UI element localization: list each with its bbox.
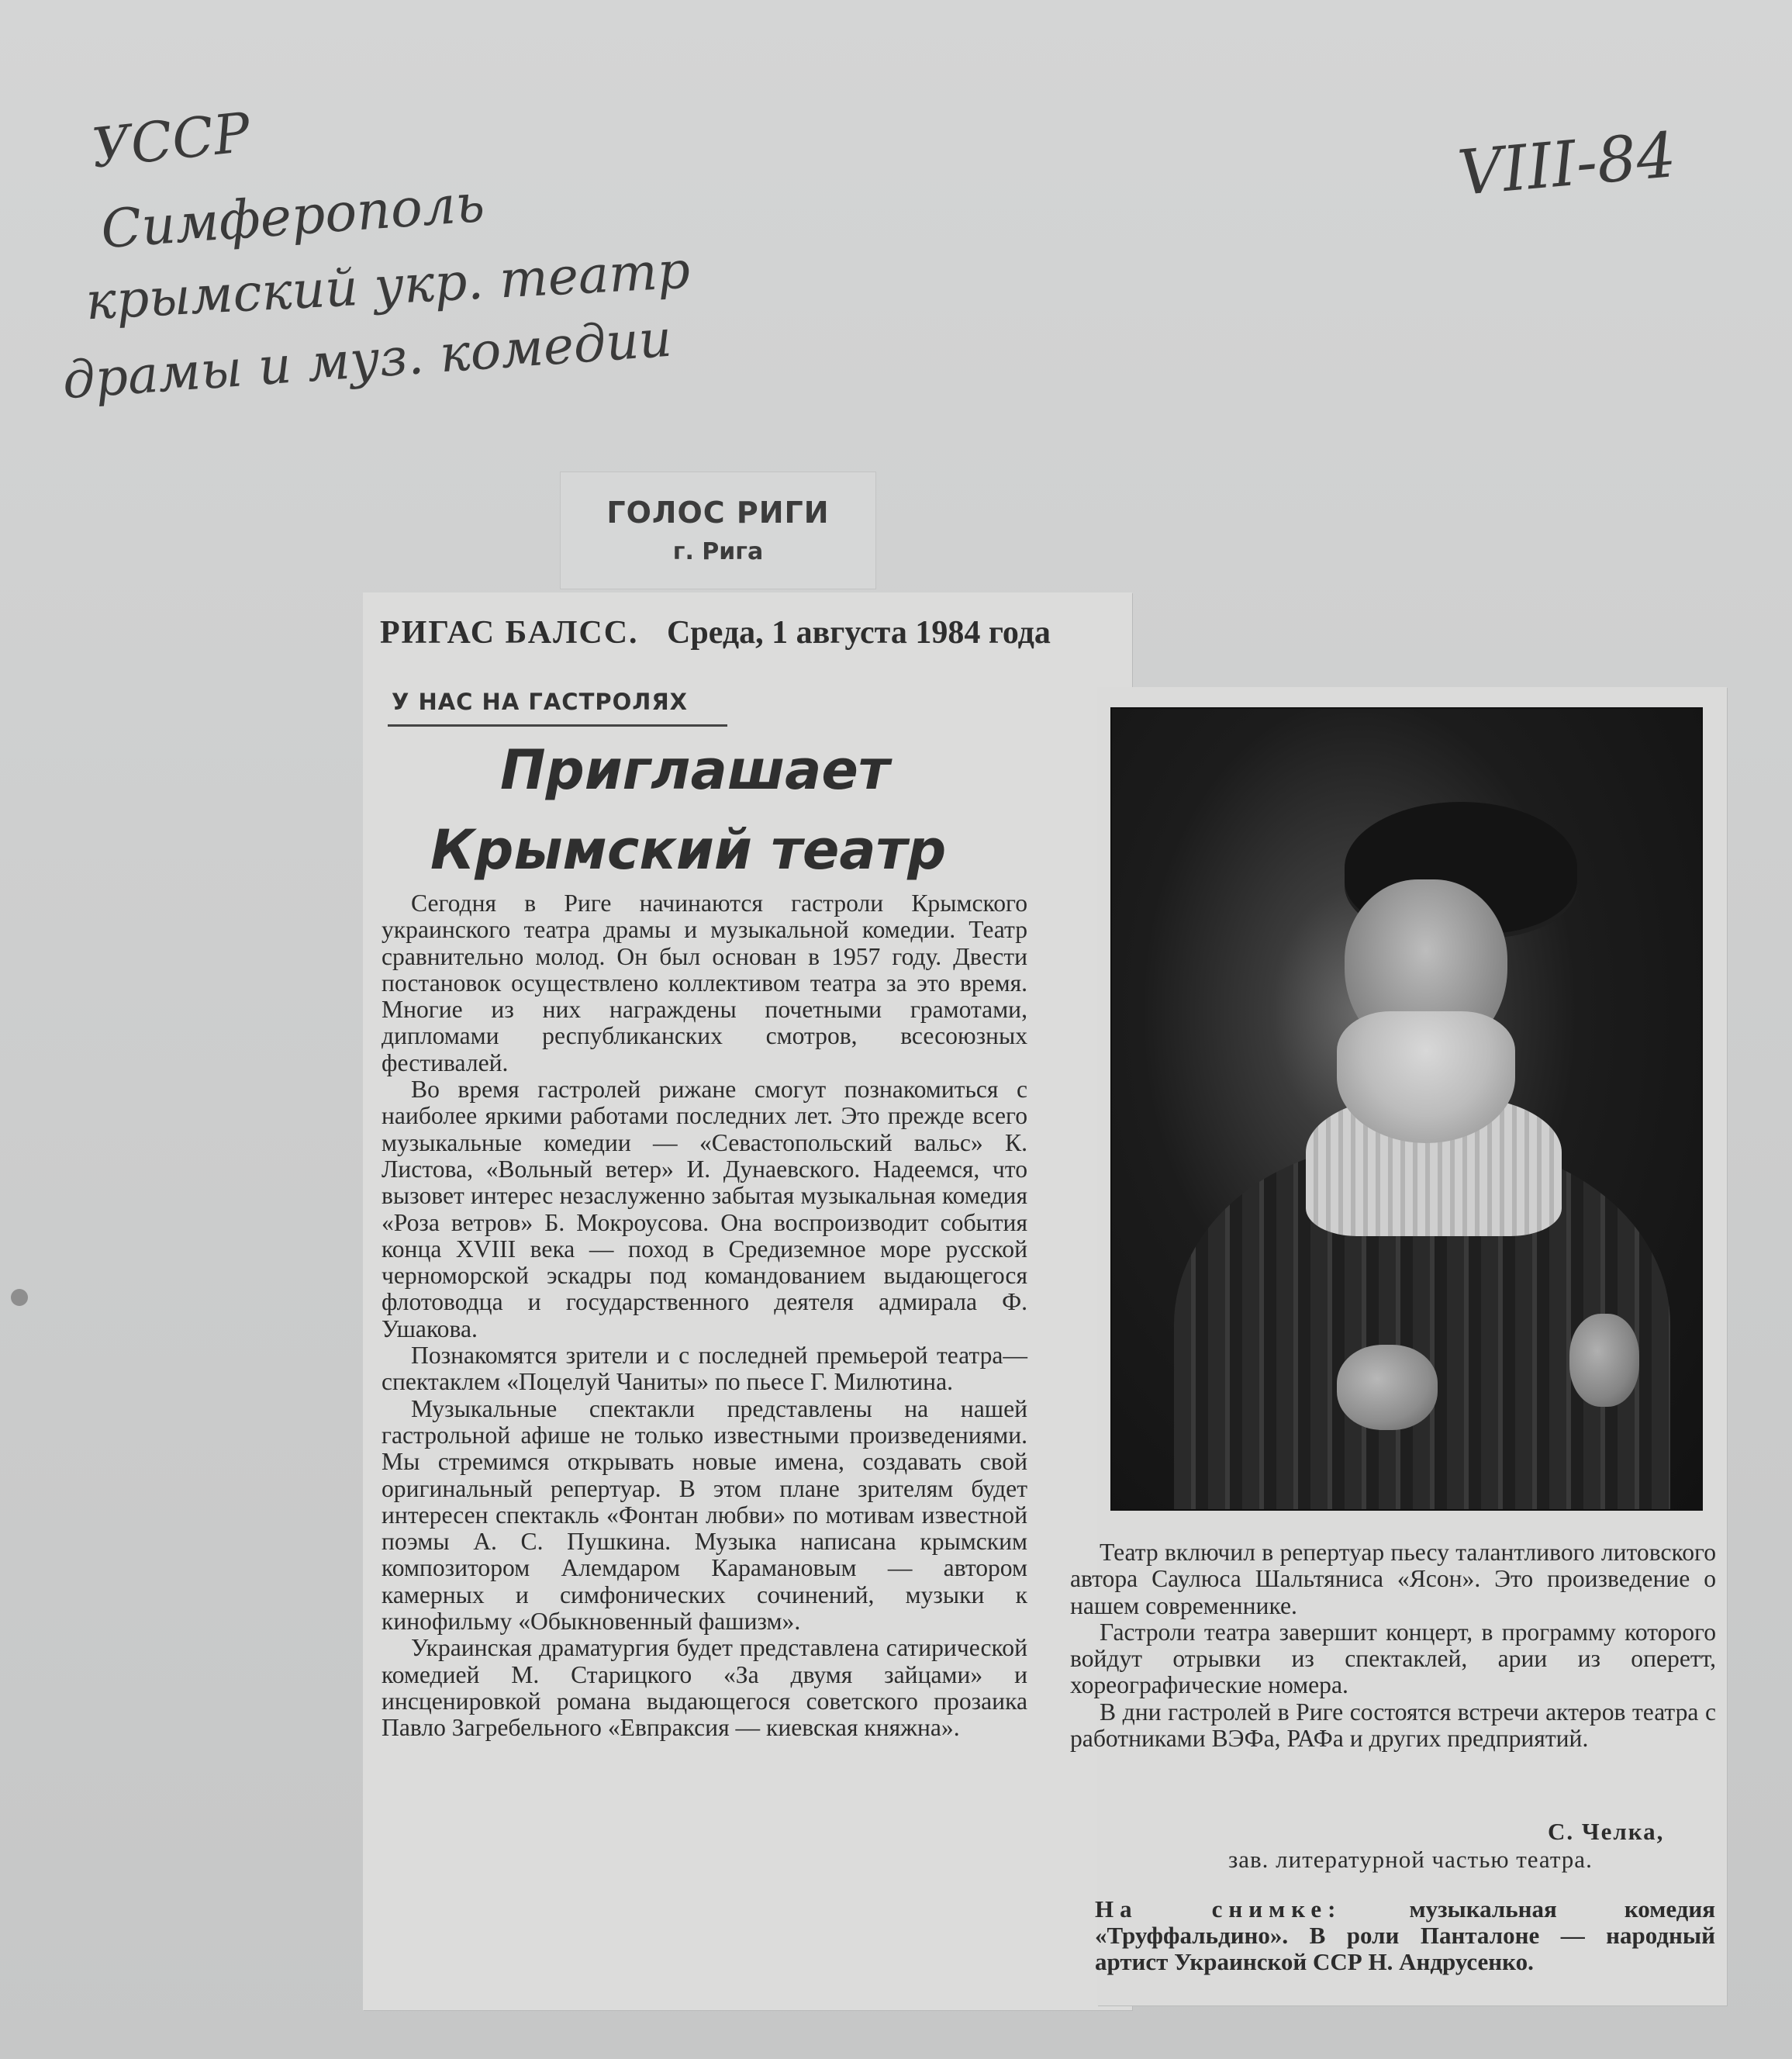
handwritten-note-line-2: Симферополь <box>98 172 487 261</box>
article-paragraph: Познакомятся зрители и с последней премьерой театра—спектаклем «Поцелуй Чаниты» по пьесе Г. Милютина. <box>382 1342 1027 1396</box>
photo-hand-left <box>1337 1345 1438 1430</box>
article-paragraph: Во время гастролей рижане смогут познакомиться с наиболее яркими работами последних лет. Это прежде всего музыкальные комедии — «Севастопольский вальс» К. Листова, «Вольный ветер» И. Дунаевского. Надеемся, что вызовет интерес незаслуженно забытая музыкальная комедия «Роза ветров» Б. Мокроусова. Она воспроизводит события конца XVIII века — поход в Средиземное море русской черноморской эскадры под командованием выдающегося флотоводца и государственного деятеля адмирала Ф. Ушакова. <box>382 1076 1027 1342</box>
publication-name: РИГАС БАЛСС. <box>380 615 639 651</box>
article-column-left <box>382 890 1027 1742</box>
headline-line-1: Приглашает <box>500 738 890 802</box>
article-paragraph: Украинская драматургия будет представлена сатирической комедией М. Старицкого «За двумя зайцами» и инсценировкой романа выдающегося советского прозаика Павло Загребельного «Евпраксия — киевская княжна». <box>382 1634 1027 1742</box>
source-stamp <box>560 472 876 589</box>
article-paragraph: Сегодня в Риге начинаются гастроли Крымского украинского театра драмы и музыкальной комедии. Театр сравнительно молод. Он был основан в 1957 году. Двести постановок осуществлено коллективом театра за это время. Многие из них награждены почетными грамотами, дипломами республиканских смотров, всесоюзных фестивалей. <box>382 890 1027 1076</box>
publication-date: Среда, 1 августа 1984 года <box>667 615 1051 651</box>
byline-author: С. Челка, <box>1548 1818 1665 1845</box>
handwritten-date: VIII-84 <box>1455 118 1679 210</box>
photo-beard <box>1337 1011 1515 1143</box>
article-paragraph: Гастроли театра завершит концерт, в программу которого войдут отрывки из спектаклей, арии из оперетт, хореографические номера. <box>1070 1618 1716 1699</box>
paper-spot <box>11 1289 28 1306</box>
photo-hand-right <box>1569 1314 1639 1407</box>
headline-line-2: Крымский театр <box>430 818 947 882</box>
article-paragraph: Театр включил в репертуар пьесу талантливого литовского автора Саулюса Шальтяниса «Ясон». Это произведение о нашем современнике. <box>1070 1539 1716 1619</box>
article-paragraph: В дни гастролей в Риге состоятся встречи актеров театра с работниками ВЭФа, РАФа и других предприятий. <box>1070 1698 1716 1753</box>
rubric-underline <box>388 724 727 727</box>
article-rubric: У НАС НА ГАСТРОЛЯХ <box>392 689 689 715</box>
stamp-city: г. Рига <box>672 538 764 565</box>
article-column-right <box>1070 1539 1716 1752</box>
photo-caption <box>1095 1896 1715 1975</box>
caption-lead: На снимке: <box>1095 1895 1342 1923</box>
article-paragraph: Музыкальные спектакли представлены на нашей гастрольной афише не только известными произведениями. Мы стремимся открывать новые имена, создавать свой оригинальный репертуар. В этом плане зрителям будет интересен спектакль «Фонтан любви» по мотивам известной поэмы А. С. Пушкина. Музыка написана крымским композитором Алемдаром Карамановым — автором камерных и симфонических сочинений, музыки к кинофильму «Обыкновенный фашизм». <box>382 1394 1027 1636</box>
newspaper-masthead <box>380 614 1124 651</box>
caption-text: музыкальная комедия «Труффальдино». В роли Панталоне — народный артист Украинской ССР Н. Андрусенко. <box>1095 1895 1715 1975</box>
stamp-newspaper-name: ГОЛОС РИГИ <box>606 496 830 530</box>
handwritten-note-line-3: крымский укр. театр <box>84 240 692 332</box>
actor-photo <box>1110 707 1703 1511</box>
handwritten-note-line-1: УССР <box>88 100 254 181</box>
handwritten-note-line-4: драмы и муз. комедии <box>60 308 674 411</box>
byline-role: зав. литературной частью театра. <box>1228 1846 1593 1873</box>
